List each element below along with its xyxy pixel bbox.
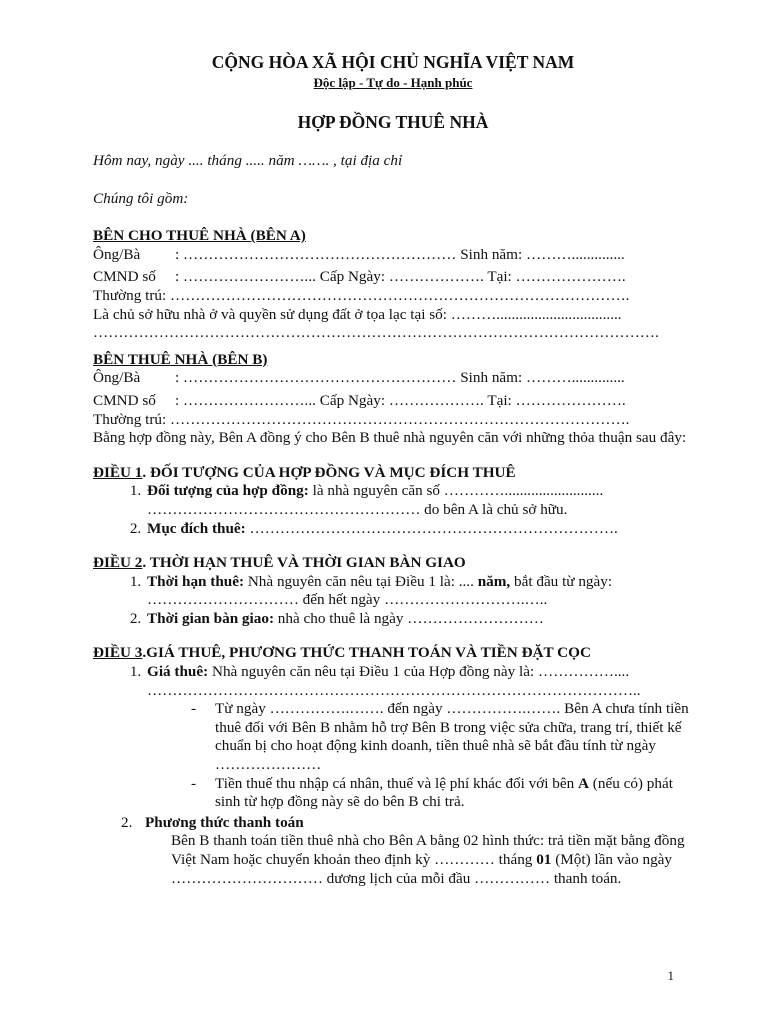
party-b-name-value: : ……………………………………………… Sinh năm: ……….............. (175, 369, 625, 387)
document-title: HỢP ĐỒNG THUÊ NHÀ (297, 112, 489, 132)
intro-date-line: Hôm nay, ngày .... tháng ..... năm ……. , tại địa chỉ (93, 152, 403, 169)
party-a-owner-line: Là chủ sở hữu nhà ở và quyền sử dụng đất ở tọa lạc tại số: ………................................. (93, 305, 622, 323)
party-a-name-label: Ông/Bà (93, 245, 141, 263)
article-1-title: . ĐỐI TƯỢNG CỦA HỢP ĐỒNG VÀ MỤC ĐÍCH THUÊ (142, 463, 516, 481)
party-b-heading: BÊN THUÊ NHÀ (BÊN B) (93, 350, 268, 368)
motto: Độc lập - Tự do - Hạnh phúc (313, 75, 473, 90)
party-b-name-label: Ông/Bà (93, 369, 141, 387)
party-a-owner-cont: …………………………………………………………………………………………………. (93, 324, 659, 342)
article-2-item-1-text: Nhà nguyên căn nêu tại Điều 1 là: .... (244, 572, 478, 590)
article-3-bullet-2 (191, 775, 693, 812)
party-a-id-value: : ……………………... Cấp Ngày: ………………. Tại: …………………. (175, 268, 626, 286)
article-2-item-1 (145, 573, 693, 610)
article-3-item-2-period: 01 (536, 851, 552, 868)
party-a-id-label: CMND số (93, 268, 156, 286)
article-3-item-2-text-a: Bên B thanh toán tiền thuê nhà cho Bên A bằng 02 hình thức: trả tiền mặt bằng đồng Việt Nam hoặc chuyển khoản theo định kỳ ………… tháng (171, 832, 685, 868)
article-3-item-1-bullets (147, 700, 693, 812)
contract-page (93, 50, 693, 888)
article-3-item-1 (145, 663, 693, 812)
party-a-name-row (93, 246, 693, 265)
article-1-item-1 (145, 482, 693, 519)
party-b-id-row (93, 392, 693, 411)
party-b-name-row (93, 369, 693, 388)
article-2-item-2-text: nhà cho thuê là ngày ……………………… (274, 609, 544, 627)
party-b-residence-label: Thường trú (93, 410, 162, 428)
party-a-id-row (93, 268, 693, 287)
party-a-name-value: : ……………………………………………… Sinh năm: ……….............. (175, 245, 625, 263)
party-a-heading: BÊN CHO THUÊ NHÀ (BÊN A) (93, 227, 306, 245)
article-2-heading (93, 554, 693, 573)
article-1-heading (93, 464, 693, 483)
article-1-item-2-label: Mục đích thuê: (147, 519, 246, 537)
article-2-item-2-label: Thời gian bàn giao: (147, 609, 274, 627)
article-2-item-2 (145, 610, 693, 629)
article-3-title: .GIÁ THUÊ, PHƯƠNG THỨC THANH TOÁN VÀ TIỀN ĐẶT CỌC (142, 644, 591, 662)
article-2-item-1-label: Thời hạn thuê: (147, 572, 245, 590)
party-a-residence-row (93, 287, 693, 306)
page-number: 1 (667, 968, 674, 984)
article-1-item-1-text: là nhà nguyên căn số ………….......................... (308, 482, 604, 500)
article-3-bullet-2-text-a: Tiền thuế thu nhập cá nhân, thuế và lệ phí khác đối với bên (215, 774, 579, 792)
party-a-residence-label: Thường trú (93, 286, 162, 304)
article-1-num: ĐIỀU 1 (93, 463, 143, 481)
article-3-heading (93, 644, 693, 663)
article-1-list (93, 482, 693, 538)
article-3-bullet-1: - Từ ngày …………….……. đến ngày …………….……. Bên A chưa tính tiền thuê đối với Bên B nhằm hỗ trợ Bên B trong việc sửa chữa, trang trí, thiết kế chuẩn bị cho hoạt động kinh doanh, tiền thuê nhà sẽ bắt đầu tính từ ngày ………………… (191, 700, 693, 774)
article-2-num: ĐIỀU 2 (93, 554, 143, 572)
article-3-bullet-2-party: A (578, 774, 589, 792)
article-3-item-1-cont: …………………………………………………………………………………….. (147, 681, 641, 699)
article-3-item-1-label: Giá thuê: (147, 663, 209, 681)
article-1-item-1-cont: ……………………………………………… do bên A là chủ sở hữu. (147, 500, 568, 518)
article-2-item-1-text2: bắt đầu từ ngày: ………………………… đến hết ngày ……………………….….. (147, 572, 613, 609)
article-3-num: ĐIỀU 3 (93, 644, 143, 662)
article-1-item-2-text: ………………………………………………………………. (245, 519, 618, 537)
party-b-id-value: : ……………………... Cấp Ngày: ………………. Tại: …………………. (175, 391, 626, 409)
party-b-residence-row (93, 411, 693, 430)
party-a-residence-value: : ………………………………………………………………………………. (162, 286, 630, 304)
party-b-residence-value: : ………………………………………………………………………………. (162, 410, 630, 428)
article-3-list (93, 663, 693, 812)
article-3-item-2-num: 2. (121, 813, 133, 831)
article-1-item-2 (145, 520, 693, 539)
article-3-item-2-text-b: (Một) lần vào ngày ………………………… dương lịch của mỗi đầu …………… thanh toán. (171, 851, 673, 887)
article-2-title: . THỜI HẠN THUÊ VÀ THỜI GIAN BÀN GIAO (142, 554, 466, 572)
article-2-list (93, 573, 693, 629)
article-2-item-1-years: năm, (477, 572, 511, 590)
party-b-id-label: CMND số (93, 391, 156, 409)
article-3-item-2-label: Phương thức thanh toán (145, 813, 304, 831)
article-1-item-1-label: Đối tượng của hợp đồng: (147, 482, 309, 500)
agreement-paragraph: Bằng hợp đồng này, Bên A đồng ý cho Bên B thuê nhà nguyên căn với những thỏa thuận sau đây: (93, 429, 687, 447)
intro-parties-line: Chúng tôi gồm: (93, 189, 189, 207)
article-3-item-2-paragraph (93, 832, 693, 888)
article-3-bullet-2-text-b: (nếu có) phát sinh từ hợp đồng này sẽ do bên B chi trả. (215, 774, 673, 811)
article-3-item-1-text: Nhà nguyên căn nêu tại Điều 1 của Hợp đồng này là: …………….... (208, 663, 630, 681)
nation-header: CỘNG HÒA XÃ HỘI CHỦ NGHĨA VIỆT NAM (211, 52, 575, 72)
article-3-item-2 (93, 814, 693, 833)
